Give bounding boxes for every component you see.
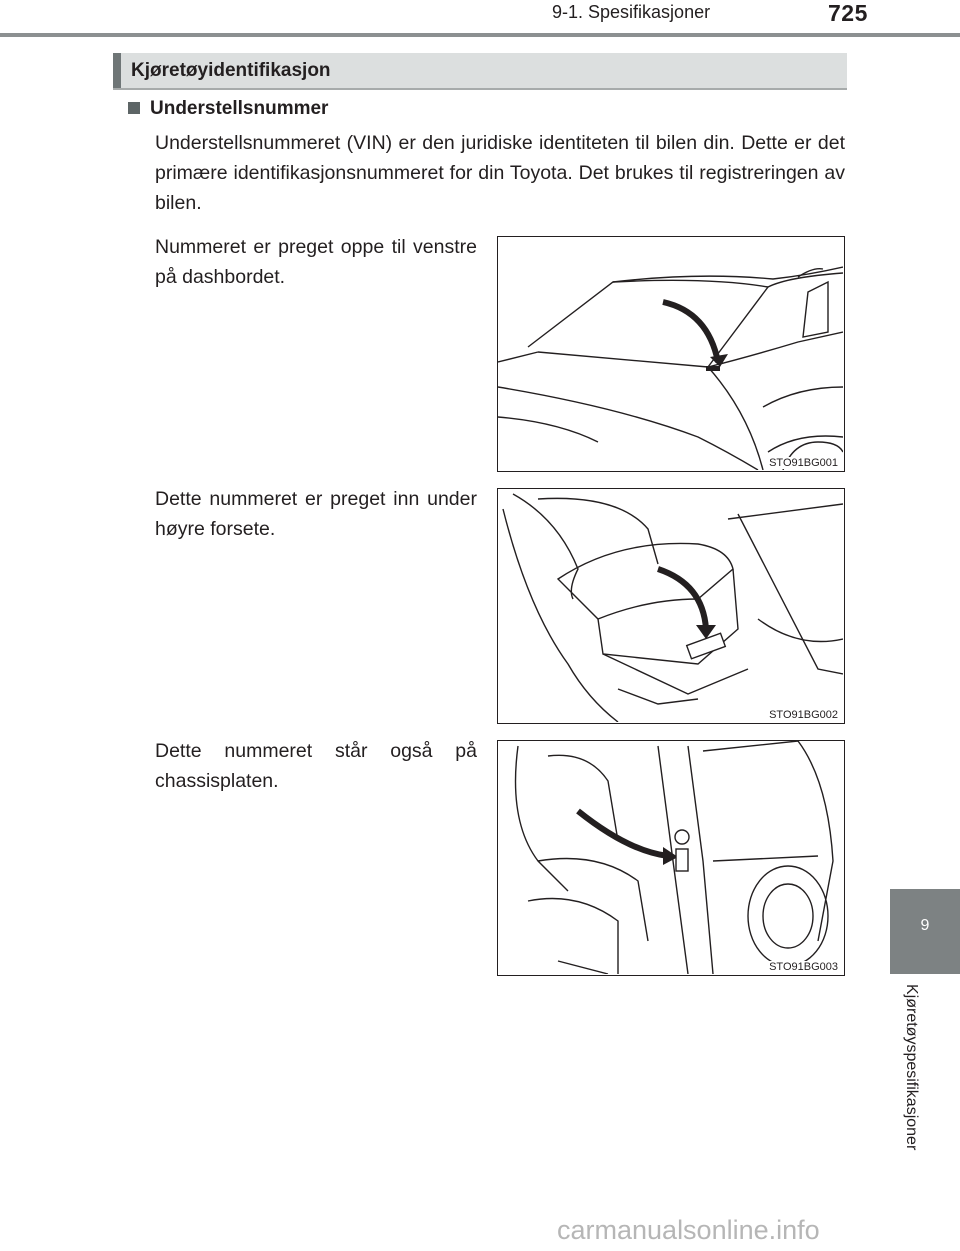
- header-divider: [0, 33, 960, 37]
- header-section-title: 9-1. Spesifikasjoner: [552, 2, 711, 22]
- chassis-illustration: [498, 741, 843, 974]
- watermark: carmanualsonline.info: [557, 1215, 820, 1245]
- figure-dashboard-vin: [497, 236, 845, 472]
- square-bullet-icon: [128, 102, 140, 114]
- location-text-seat: Dette nummeret er preget inn under høyre forsete.: [155, 488, 477, 540]
- chapter-label: Kjøretøyspesifikasjoner: [903, 984, 920, 1151]
- chapter-number: 9: [920, 917, 930, 934]
- figure-code: STO91BG002: [769, 709, 838, 721]
- subheading-text: Understellsnummer: [150, 98, 329, 119]
- figure-code: STO91BG003: [769, 961, 838, 973]
- location-text-chassis: Dette nummeret står også på chassisplaten.: [155, 740, 477, 792]
- section-title-bar: [113, 53, 847, 90]
- figure-code: STO91BG001: [769, 457, 838, 469]
- chapter-tab: [890, 889, 960, 974]
- figure-seat-vin: [497, 488, 845, 724]
- subheading: [128, 98, 328, 120]
- seat-illustration: [498, 489, 843, 722]
- section-accent: [113, 53, 121, 88]
- location-text-dashboard: Nummeret er preget oppe til venstre på dashbordet.: [155, 236, 477, 288]
- page-number: 725: [828, 0, 868, 26]
- dashboard-illustration: [498, 237, 843, 470]
- figure-chassis-plate: [497, 740, 845, 976]
- section-title: Kjøretøyidentifikasjon: [131, 60, 331, 81]
- intro-paragraph: Understellsnummeret (VIN) er den juridiske identiteten til bilen din. Dette er det primære identifikasjonsnummeret for din Toyota. Det brukes til registreringen av bilen.: [155, 132, 845, 214]
